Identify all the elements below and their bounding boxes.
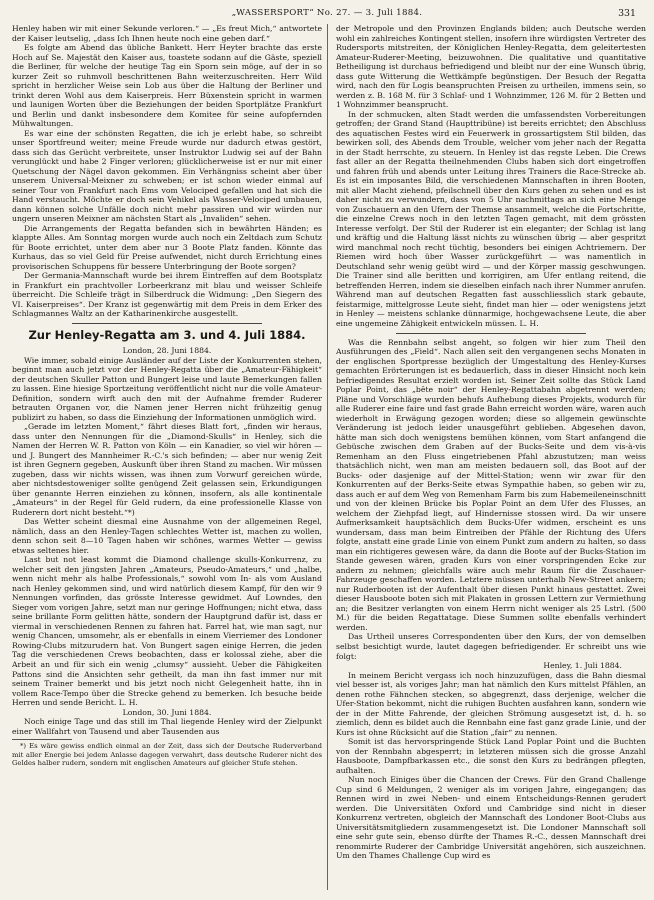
running-header	[0, 8, 654, 24]
paragraph: Noch einige Tage und das still im Thal liegende Henley wird der Zielpunkt einer Wallfahrt von Tausend und aber Tausenden aus	[12, 717, 322, 736]
dateline: Henley, 1. Juli 1884.	[543, 661, 622, 671]
column-divider	[327, 24, 328, 890]
paragraph: Es folgte am Abend das übliche Bankett. Herr Heyter brachte das erste Hoch auf Se. Majestät den Kaiser aus, toastete sodann auf die Gäste, speziell die Berliner, für welche der heutige Tag ein Sporn sein möge, auf der in so kurzer Zeit so ruhmvoll beschrittenen Bahn weiterzuschreiten. Herr Wild spricht in herzlicher Weise sein Lob aus über die Haltung der Berliner und trinkt deren Wohl aus dem Kaiserpreis. Herr Büxenstein spricht in warmen und launigen Worten über die Beziehungen der beiden Sportplätze Frankfurt und Berlin und dankt insbesondere dem Komitee für seine aufopfernden Mühwaltungen.	[12, 43, 322, 129]
paragraph: Das Wetter scheint diesmal eine Ausnahme von der allgemeinen Regel, nämlich, dass an den Henley-Tagen schlechtes Wetter ist, machen zu wollen, denn schon seit 8—10 Tagen haben wir schönes, warmes Wetter — gewiss etwas seltenes hier.	[12, 517, 322, 555]
paragraph: In meinem Bericht vergass ich noch hinzuzufügen, dass die Bahn diesmal viel besser ist, als voriges Jahr; man hat nämlich den Kurs mittelst Pfählen, an denen rothe Fähnchen stecken, so abgegrenzt, dass derjenige, welcher die Ufer-Station bekommt, nicht die ruhigen Buchten ausfahren kann, sondern wie der in der Mitte Fahrende, der gleichen Strömung ausgesetzt ist, d. h. so ziemlich, denn es bildet auch die Rennbahn eine fast ganz grade Linie, und der Kurs ist ohne Rücksicht auf die Station „fair“ zu nennen.	[336, 670, 646, 737]
paragraph: Es war eine der schönsten Regatten, die ich je erlebt habe, so schreibt unser Sportfreund weiter; meine Freude wurde nur dadurch etwas gestört, dass sich das Gerücht verbreitete, unser Instruktor Ludwig sei auf der Bahn verunglückt und habe 2 Finger verloren; glücklicherweise ist er nur mit einer Quetschung der Nägel davon gekommen. Ein Verhängniss scheint aber über unserem Universal-Meixner zu schweben; er ist schon wieder einmal auf seiner Tour von Frankfurt nach Ems vom Velociped gefallen und hat sich die Hand verstaucht. Möchte er doch sein Vehikel als Wasser-Velociped umbauen, dann können solche Unfälle doch nicht mehr passiren und wir würden nur ungern unseren Meixner am nächsten Start als „Invaliden“ sehen.	[12, 128, 322, 224]
paragraph: Was die Rennbahn selbst angeht, so folgen wir hier zum Theil den Ausführungen des „Field“. Nach allen seit den vergangenen sechs Monaten in der englischen Sportpresse bezüglich der Umgestaltung des Henley-Kurses gemachten Erörterungen ist es bedauerlich, dass in dieser Hinsicht noch kein befriedigendes Resultat erzielt worden ist. Seiner Zeit sollte das Stück Land Poplar Point, das „bête noir“ der Henley-Regattabahn abgetrennt werden; Pläne und Vorschläge wurden behufs Aufhebung dieses Projekts, wodurch für alle Ruderer eine faire und fast grade Bahn erreicht worden wäre, waren auch wiederholt in Erwägung gezogen worden; diese so allgemein gewünschte Veränderung ist jedoch leider unausgeführt geblieben. Abgesehen davon, hätte man sich doch wenigstens bemühen können, vom Start anfangend die Gebüsche zwischen dem Graben auf der Bucks-Seite und dem vis-à-vis Remenham an den Fluss eingetriebenen Pfahl abzustutzen; man weiss thatsächlich nicht, wen man am meisten bedauern soll, das Boot auf der Bucks- oder dasjenige auf der Mittel-Station; wenn wir zwar für den Konkurrenten auf der Berks-Seite etwas Sympathie haben, so geben wir zu, dass auch er auf dem Weg von Remenham Farm bis zum Habemeileneinschnitt und von der kleinen Brücke bis Poplar Point an dem Ufer des Flusses, an welchem der Ziehpfad liegt, auf Hindernisse stossen wird. Da wir unsere Aufmerksamkeit hauptsächlich dem Bucks-Ufer widmen, erscheint es uns wundersam, dass man beim Eintreiben der Pfähle der Richtung des Ufers folgte, anstatt eine grade Linie von einem Punkt zum andern zu halten, so dass man ein richtigeres gewesen wäre, da dann die Boote auf der Bucks-Station im Stande gewesen wären, graden Kurs von einer vorspringenden Ecke zur andern zu nehmen; gleichfalls wäre auch mehr Raum für die Zuschauer-Fahrzeuge geschaffen worden. Letztere müssen unterhalb New-Street ankern; nur Ruderbooten ist der Aufenthalt über diesen Punkt hinaus gestattet. Zwei dieser Hausboote boten sich mit Plakaten in grossen Lettern zur Vermiethung an; die Besitzer verlangten von einem Herrn nicht weniger als 25 Lstrl. (500 M.) für die beiden Regattatage. Diese Summen sollte ebenfalls verhindert werden.	[336, 337, 646, 632]
left-column	[12, 24, 322, 892]
right-column	[336, 24, 646, 892]
paragraph: Die Arrangements der Regatta befanden sich in bewährten Händen; es klappte Alles. Am Sonntag morgen wurde auch noch ein Zeltdach zum Schutz für Boote errichtet, unter dem aber nur 3 Boote Platz fanden. Könnte das Kurhaus, das so viel Geld für Preise aufwendet, nicht durch Errichtung eines provisorischen Schuppens für bessere Unterbringung der Boote sorgen?	[12, 223, 322, 271]
running-title: „WASSERSPORT“ No. 27. — 3. Juli 1884.	[231, 8, 423, 18]
paragraph: Last but not least kommt die Diamond challenge skulls-Konkurrenz, zu welcher seit den jüngsten Jahren „Amateurs, Pseudo-Amateurs,“ und „halbe, wenn nicht mehr als halbe Professionals,“ sowohl vom In- als vom Ausland nach Henley gekommen sind, und wird natürlich diesem Kampf, für den wir 9 Nennungen vorfinden, das grösste Interesse gewidmet. Auf Lowndes, den Sieger vom vorigen Jahre, setzt man nur geringe Hoffnungen; nicht etwa, dass seine brillante Form gelitten hätte, sondern der Hauptgrund dafür ist, dass er viermal in verschiedenen Rennen zu fahren hat. Farrel hat, wie man sagt, nur wenig Chancen, umsomehr, als er ebenfalls in einem Vierriemer des Londoner Rowing-Clubs mitzurudern hat. Von Bungert sagen einige Herren, die jeden Tag die verschiedenen Crews beobachten, dass er kolossal ziehe, aber die Arbeit an und für sich ein wenig „clumsy“ aussieht. Ueber die Fähigkeiten Pattons sind die Ansichten sehr getheilt, da man ihn fast immer nur mit seinem Trainer bemerkt und bis jetzt noch nicht Gelegenheit hatte, ihn in vollem Race-Tempo über die Strecke gehend zu bemerken. Ich besuche beide Herren und sende Bericht. L. H.	[12, 555, 322, 708]
paragraph: Nun noch Einiges über die Chancen der Crews. Für den Grand Challenge Cup sind 6 Meldungen, 2 weniger als im vorigen Jahre, eingegangen; das Rennen wird in zwei Neben- und einem Entscheidungs-Rennen gerudert werden. Die Universitäten Oxford und Cambridge sind nicht in dieser Konkurrenz vertreten, obgleich der Mannschaft des Londoner Boot-Clubs aus Universitätsmitgliedern zusammengesetzt ist. Die Londoner Mannschaft soll eine sehr gute sein, ebenso dürfte der Thames R.-C., dessen Mannschaft drei renommirte Ruderer der Cambridge Universität angehören, sich auszeichnen. Um den Thames Challenge Cup wird es	[336, 775, 646, 861]
paragraph: Henley haben wir mit einer Sekunde verloren.“ — „Es freut Mich,“ antwortete der Kaiser leutselig, „dass Ich Ihnen heute noch eine geben darf.“	[12, 24, 322, 43]
section-divider	[396, 333, 586, 334]
paragraph: „Gerade im letzten Moment,“ fährt dieses Blatt fort, „finden wir heraus, dass unter den Nennungen für die „Diamond-Skulls“ in Henley, sich die Namen der Herren W. R. Patton von Köln — ein Kanadier, so viel wir hören — und J. Bungert des Mannheimer R.-C.'s sich befinden; — aber nur wenig Zeit ist ihren Gegnern gegeben, Auskunft über ihren Stand zu machen. Wir müssen zugeben, dass wir nichts wissen, was ihnen zum Vorwurf gereichen würde, aber nichtsdestoweniger sollte genügend Zeit gelassen sein, Erkundigungen über genannte Herren einziehen zu können, insofern, als alle kontinentale „Amateurs“ in der Regel für Geld rudern, da eine professionelle Klasse von Ruderern dort nicht besteht.“*)	[12, 422, 322, 517]
footnote: *) Es wäre gewiss endlich einmal an der Zeit, dass sich der Deutsche Ruderverband mit aller Energie bei jedem Anlasse dagegen verwahrt, dass deutsche Ruderer nicht des Geldes halber rudern, sondern mit englischen Amateurs auf gleicher Stufe stehen.	[12, 742, 322, 767]
paragraph: Somit ist das hervorspringende Stück Land Poplar Point und die Buchten von der Rennbahn abgesperrt; in letzteren müssen sich die grosse Anzahl Hausboote, Dampfbarkassen etc., die sonst den Kurs zu bedrängen pflegten, aufhalten.	[336, 737, 646, 775]
page-number: 331	[618, 8, 636, 19]
section-divider	[72, 323, 262, 324]
paragraph: In der schmucken, alten Stadt werden die umfassendsten Vorbereitungen getroffen; der Grand Stand (Haupttribüne) ist bereits errichtet; den Abschluss des aquatischen Festes wird ein Feuerwerk in grossartigstem Stil bilden, das bewirken soll, des Abends dem Trouble, welcher vom jeher nach der Regatta in der Stadt herrschte, zu steuern. In Henley ist das regste Leben. Die Crews fast aller an der Regatta theilnehmenden Clubs haben sich dort eingetroffen und fahren früh und abends unter Leitung ihres Trainers die Race-Strecke ab. Es ist ein imposantes Bild, die verschiedenen Mannschaften in ihren Booten, mit aller Macht ziehend, pfeilschnell über den Kurs gehen zu sehen und es ist daher nicht zu verwundern, dass von 5 Uhr nachmittags an sich eine Menge von Zuschauern an den Ufern der Themse ansammelt, welche die Fortschritte, die einzelne Crews noch in den letzten Tagen gemacht, mit dem grössten Interesse verfolgt. Der Stil der Ruderer ist ein eleganter; der Schlag ist lang und kräftig und die Haltung lässt nichts zu wünschen übrig — aber gespritzt wird manchmal noch recht tüchtig, besonders bei einigen Achtriemern. Der Riemen wird hoch über Wasser zurückgeführt — was namentlich in Deutschland sehr wenig geübt wird — und der Körper massig geschwungen. Die Trainer sind alle beritten und korrigiren, am Ufer entlang reitend, die betreffenden Herren, indem sie dieselben einfach nach ihrer Nummer anrufen. Während man auf deutschen Regatten fast ausschliesslich stark gebaute, feistarmige, mittelgrosse Leute sieht, findet man hier — oder wenigstens jetzt in Henley — meistens schlanke dünnarmige, hochgewachsene Leute, die aber eine ungemeine Zähigkeit entwickeln müssen. L. H.	[336, 109, 646, 328]
footnote-rule	[12, 739, 72, 740]
section-title: Zur Henley-Regatta am 3. und 4. Juli 1884.	[28, 327, 306, 342]
dateline: London, 28. Juni 1884.	[122, 345, 212, 355]
paragraph: der Metropole und den Provinzen Englands bilden; auch Deutsche werden wohl ein zahlreiches Kontingent stellen, insofern ihre würdigsten Vertreter des Rudersports mitstreiten, der Königlichen Henley-Regatta, dem geleitertesten Amateur-Ruderer-Meeting, beizuwohnen. Die qualitative und quantitative Betheiligung ist durchaus befriedigend und bleibt nur der eine Wunsch übrig, dass gute Witterung die Wettkämpfe begünstigen. Der Besuch der Regatta wird, nach den für Logis beanspruchten Preisen zu urtheilen, immens sein, so werden z. B. 168 M. für 3 Schlaf- und 1 Wohnzimmer, 126 M. für 2 Betten und 1 Wohnzimmer beansprucht.	[336, 24, 646, 110]
dateline: London, 30. Juni 1884.	[122, 707, 212, 717]
paragraph: Der Germania-Mannschaft wurde bei ihrem Eintreffen auf dem Bootsplatz in Frankfurt ein prachtvoller Lorbeerkranz mit blau und weisser Schleife überreicht. Die Schleife trägt in Silberdruck die Widmung: „Den Siegern des VI. Kaiserpreises“. Der Kranz ist gegenwärtig mit dem Preis in dem Erker des Schlagmannes Waltz an der Katharinenkirche ausgestellt.	[12, 271, 322, 319]
paragraph: Wie immer, sobald einige Ausländer auf der Liste der Konkurrenten stehen, beginnt man auch jetzt vor der Henley-Regatta über die „Amateur-Fähigkeit“ der deutschen Skuller Patton und Bungert leise und laute Bemerkungen fallen zu lassen. Eine hiesige Sportzeitung veröffentlicht nicht nur die volle Amateur-Definition, sondern wirft auch den mit der Aufnahme fremder Ruderer betrauten Organen vor, die Namen jener Herren nicht frühzeitig genug publizirt zu haben, so dass die Einziehung der Informationen unmöglich wird.	[12, 355, 322, 422]
paragraph: Das Urtheil unseres Correspondenten über den Kurs, der von demselben selbst besichtigt wurde, lautet dagegen befriedigender. Er schreibt uns wie folgt:	[336, 632, 646, 661]
